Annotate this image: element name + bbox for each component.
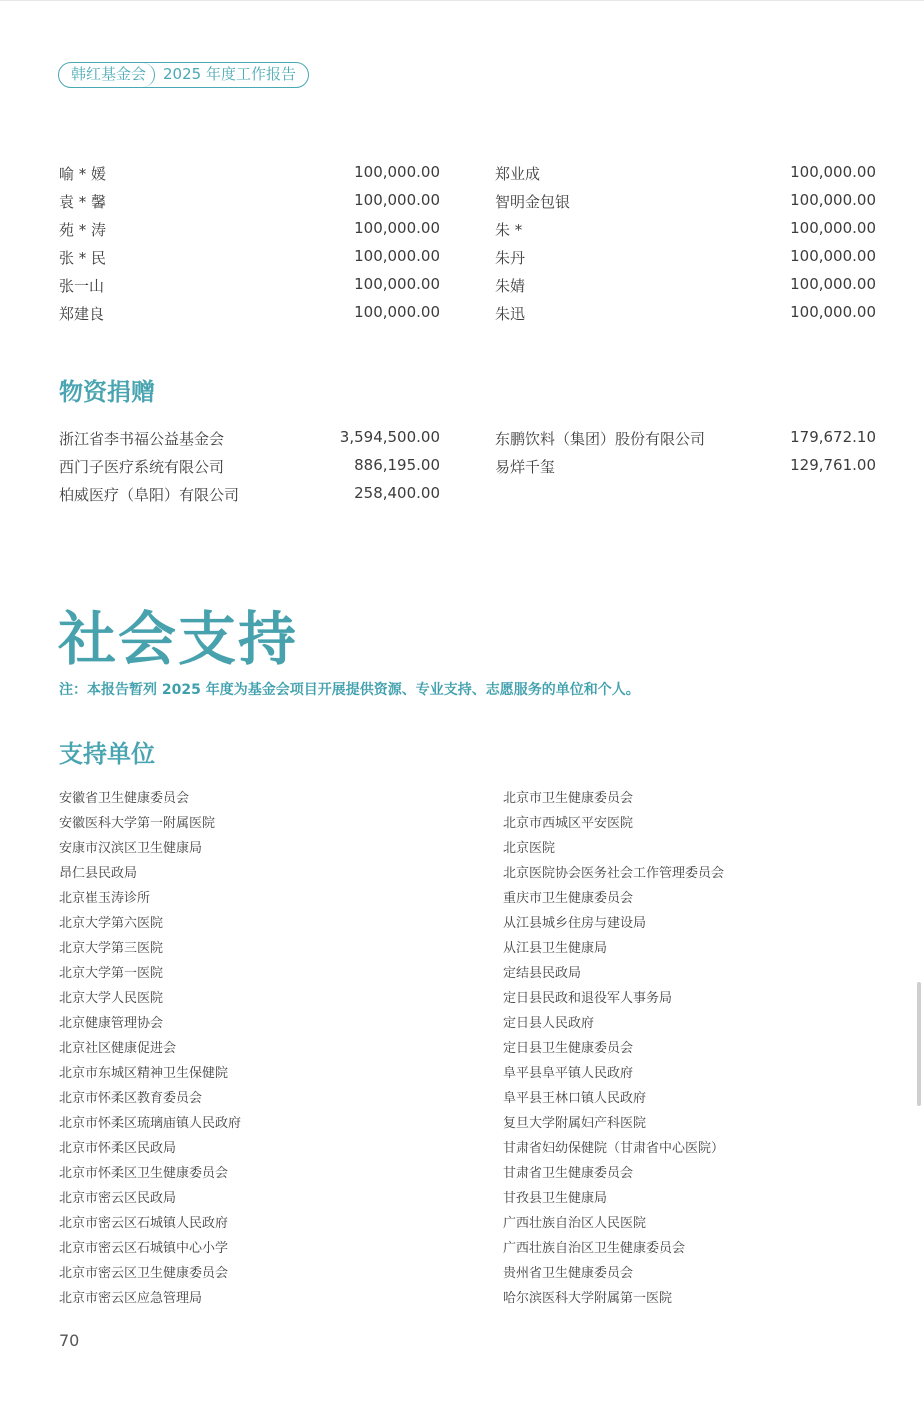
report-header-tag (58, 62, 309, 88)
list-item: 复旦大学附属妇产科医院 (503, 1116, 647, 1131)
list-item: 阜平县王林口镇人民政府 (503, 1091, 647, 1106)
donor-amount: 100,000.00 (790, 219, 876, 237)
material-donor-amount: 3,594,500.00 (339, 428, 440, 446)
donor-name: 朱婧 (495, 277, 526, 295)
support-units-heading: 支持单位 (59, 740, 155, 768)
list-item: 北京大学第一医院 (59, 966, 164, 981)
donor-name: 袁 * 馨 (59, 193, 107, 211)
org-name: 韩红基金会 (59, 63, 155, 87)
donor-amount: 100,000.00 (354, 191, 440, 209)
list-item: 北京市怀柔区卫生健康委员会 (59, 1166, 229, 1181)
list-item: 北京大学第三医院 (59, 941, 164, 956)
list-item: 定日县人民政府 (503, 1016, 595, 1031)
donor-name: 喻 * 媛 (59, 165, 107, 183)
list-item: 安徽省卫生健康委员会 (59, 791, 190, 806)
material-donor-name: 东鹏饮料（集团）股份有限公司 (495, 430, 706, 448)
list-item: 北京市西城区平安医院 (503, 816, 634, 831)
page-number: 70 (59, 1331, 80, 1350)
donor-name: 郑建良 (59, 305, 105, 323)
material-donor-name: 易烊千玺 (495, 458, 556, 476)
material-donor-name: 柏威医疗（阜阳）有限公司 (59, 486, 240, 504)
list-item: 北京市怀柔区教育委员会 (59, 1091, 203, 1106)
list-item: 甘肃省卫生健康委员会 (503, 1166, 634, 1181)
donor-amount: 100,000.00 (790, 275, 876, 293)
donor-name: 朱迅 (495, 305, 526, 323)
support-units-left (59, 789, 241, 1314)
list-item: 北京市卫生健康委员会 (503, 791, 634, 806)
donor-name: 苑 * 涛 (59, 221, 107, 239)
social-support-heading: 社会支持 (58, 605, 299, 673)
list-item: 贵州省卫生健康委员会 (503, 1266, 634, 1281)
donor-amount: 100,000.00 (790, 191, 876, 209)
donor-amount: 100,000.00 (790, 163, 876, 181)
list-item: 从江县城乡住房与建设局 (503, 916, 647, 931)
donor-name: 朱丹 (495, 249, 526, 267)
list-item: 北京医院 (503, 841, 556, 856)
list-item: 北京市密云区卫生健康委员会 (59, 1266, 229, 1281)
donor-name: 智明金包银 (495, 193, 571, 211)
scrollbar[interactable] (917, 982, 921, 1106)
list-item: 北京市密云区石城镇人民政府 (59, 1216, 229, 1231)
donor-name: 郑业成 (495, 165, 541, 183)
list-item: 甘肃省妇幼保健院（甘肃省中心医院） (503, 1141, 725, 1156)
list-item: 北京市东城区精神卫生保健院 (59, 1066, 229, 1081)
support-units-right (503, 789, 724, 1314)
list-item: 定日县民政和退役军人事务局 (503, 991, 673, 1006)
list-item: 安徽医科大学第一附属医院 (59, 816, 216, 831)
list-item: 从江县卫生健康局 (503, 941, 608, 956)
material-donor-amount: 179,672.10 (790, 428, 876, 446)
material-donor-name: 浙江省李书福公益基金会 (59, 430, 225, 448)
donor-amount: 100,000.00 (790, 303, 876, 321)
donor-amount: 100,000.00 (354, 303, 440, 321)
material-donor-amount: 129,761.00 (790, 456, 876, 474)
material-donor-amount: 258,400.00 (354, 484, 440, 502)
list-item: 重庆市卫生健康委员会 (503, 891, 634, 906)
list-item: 北京市密云区民政局 (59, 1191, 177, 1206)
list-item: 北京市怀柔区琉璃庙镇人民政府 (59, 1116, 242, 1131)
list-item: 北京市密云区石城镇中心小学 (59, 1241, 229, 1256)
list-item: 北京市怀柔区民政局 (59, 1141, 177, 1156)
list-item: 北京社区健康促进会 (59, 1041, 177, 1056)
list-item: 北京大学人民医院 (59, 991, 164, 1006)
top-border (0, 0, 924, 1)
list-item: 广西壮族自治区人民医院 (503, 1216, 647, 1231)
list-item: 安康市汉滨区卫生健康局 (59, 841, 203, 856)
material-donor-name: 西门子医疗系统有限公司 (59, 458, 225, 476)
list-item: 哈尔滨医科大学附属第一医院 (503, 1291, 673, 1306)
list-item: 定结县民政局 (503, 966, 582, 981)
donor-name: 朱 * (495, 221, 523, 239)
material-donor-amount: 886,195.00 (354, 456, 440, 474)
donor-name: 张一山 (59, 277, 105, 295)
list-item: 广西壮族自治区卫生健康委员会 (503, 1241, 686, 1256)
list-item: 北京医院协会医务社会工作管理委员会 (503, 866, 725, 881)
donor-amount: 100,000.00 (354, 275, 440, 293)
donor-amount: 100,000.00 (354, 247, 440, 265)
list-item: 北京市密云区应急管理局 (59, 1291, 203, 1306)
list-item: 甘孜县卫生健康局 (503, 1191, 608, 1206)
donor-amount: 100,000.00 (790, 247, 876, 265)
donor-name: 张 * 民 (59, 249, 107, 267)
report-title: 2025 年度工作报告 (163, 65, 296, 83)
list-item: 阜平县阜平镇人民政府 (503, 1066, 634, 1081)
material-donation-heading: 物资捐赠 (59, 378, 155, 406)
list-item: 北京崔玉涛诊所 (59, 891, 151, 906)
list-item: 昂仁县民政局 (59, 866, 138, 881)
donor-amount: 100,000.00 (354, 219, 440, 237)
list-item: 北京健康管理协会 (59, 1016, 164, 1031)
donor-amount: 100,000.00 (354, 163, 440, 181)
list-item: 北京大学第六医院 (59, 916, 164, 931)
list-item: 定日县卫生健康委员会 (503, 1041, 634, 1056)
social-support-note: 注：本报告暂列 2025 年度为基金会项目开展提供资源、专业支持、志愿服务的单位和个人。 (59, 682, 640, 698)
